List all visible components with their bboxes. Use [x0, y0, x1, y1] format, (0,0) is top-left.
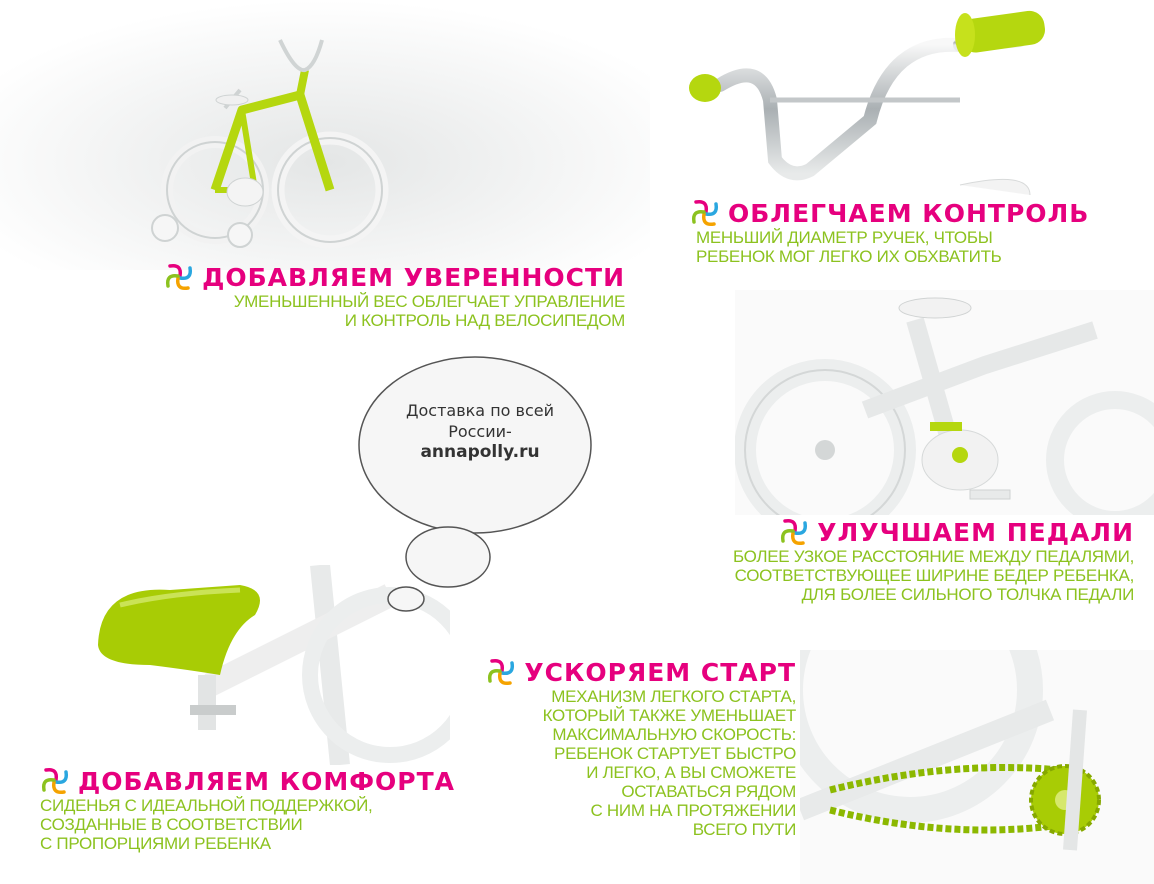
handlebar-illustration: [660, 0, 1154, 195]
feature-control: [690, 198, 1110, 266]
chain-illustration: [800, 650, 1154, 884]
desc-line: РЕБЕНОК СТАРТУЕТ БЫСТРО: [554, 744, 796, 763]
feature-start: [490, 657, 796, 839]
desc-line: С НИМ НА ПРОТЯЖЕНИИ: [590, 801, 796, 820]
desc-line: СОЗДАННЫЕ В СООТВЕТСТВИИ: [40, 815, 303, 834]
thought-bubble: [355, 345, 655, 620]
feature-title: ДОБАВЛЯЕМ УВЕРЕННОСТИ: [202, 262, 625, 292]
desc-line: С ПРОПОРЦИЯМИ РЕБЕНКА: [40, 834, 271, 853]
desc-line: МАКСИМАЛЬНУЮ СКОРОСТЬ:: [552, 725, 796, 744]
desc-line: И ЛЕГКО, А ВЫ СМОЖЕТЕ: [586, 763, 796, 782]
brand-logo-icon: [40, 766, 70, 796]
feature-description: [690, 228, 1110, 266]
feature-title: УЛУЧШАЕМ ПЕДАЛИ: [817, 517, 1134, 547]
feature-pedals: [660, 517, 1134, 604]
delivery-line-1: Доставка по всей: [406, 401, 554, 420]
bike-illustration: [0, 0, 650, 270]
desc-line: ВСЕГО ПУТИ: [692, 820, 796, 839]
desc-line: И КОНТРОЛЬ НАД ВЕЛОСИПЕДОМ: [344, 311, 625, 330]
feature-title: ОБЛЕГЧАЕМ КОНТРОЛЬ: [728, 198, 1090, 228]
brand-logo-icon: [690, 198, 720, 228]
feature-title: ДОБАВЛЯЕМ КОМФОРТА: [78, 766, 455, 796]
feature-title: УСКОРЯЕМ СТАРТ: [524, 657, 796, 687]
feature-confidence: [150, 262, 625, 330]
delivery-note: [365, 400, 595, 463]
feature-description: [660, 547, 1134, 604]
brand-logo-icon: [164, 262, 194, 292]
feature-description: [490, 687, 796, 839]
desc-line: ОСТАВАТЬСЯ РЯДОМ: [621, 782, 796, 801]
desc-line: МЕНЬШИЙ ДИАМЕТР РУЧЕК, ЧТОБЫ: [696, 228, 993, 247]
desc-line: КОТОРЫЙ ТАКЖЕ УМЕНЬШАЕТ: [542, 706, 796, 725]
brand-logo-icon: [486, 657, 516, 687]
desc-line: БОЛЕЕ УЗКОЕ РАССТОЯНИЕ МЕЖДУ ПЕДАЛЯМИ,: [732, 547, 1134, 566]
feature-description: [40, 796, 480, 853]
site-link[interactable]: annapolly.ru: [420, 442, 540, 462]
feature-comfort: [40, 766, 480, 853]
desc-line: УМЕНЬШЕННЫЙ ВЕС ОБЛЕГЧАЕТ УПРАВЛЕНИЕ: [233, 292, 625, 311]
desc-line: СИДЕНЬЯ С ИДЕАЛЬНОЙ ПОДДЕРЖКОЙ,: [40, 796, 373, 815]
desc-line: МЕХАНИЗМ ЛЕГКОГО СТАРТА,: [551, 687, 796, 706]
feature-description: [150, 292, 625, 330]
desc-line: ДЛЯ БОЛЕЕ СИЛЬНОГО ТОЛЧКА ПЕДАЛИ: [801, 585, 1134, 604]
delivery-line-2: России-: [448, 422, 512, 441]
desc-line: РЕБЕНОК МОГ ЛЕГКО ИХ ОБХВАТИТЬ: [696, 247, 1002, 266]
pedals-illustration: [735, 290, 1154, 515]
brand-logo-icon: [779, 517, 809, 547]
desc-line: СООТВЕТСТВУЮЩЕЕ ШИРИНЕ БЕДЕР РЕБЕНКА,: [734, 566, 1134, 585]
